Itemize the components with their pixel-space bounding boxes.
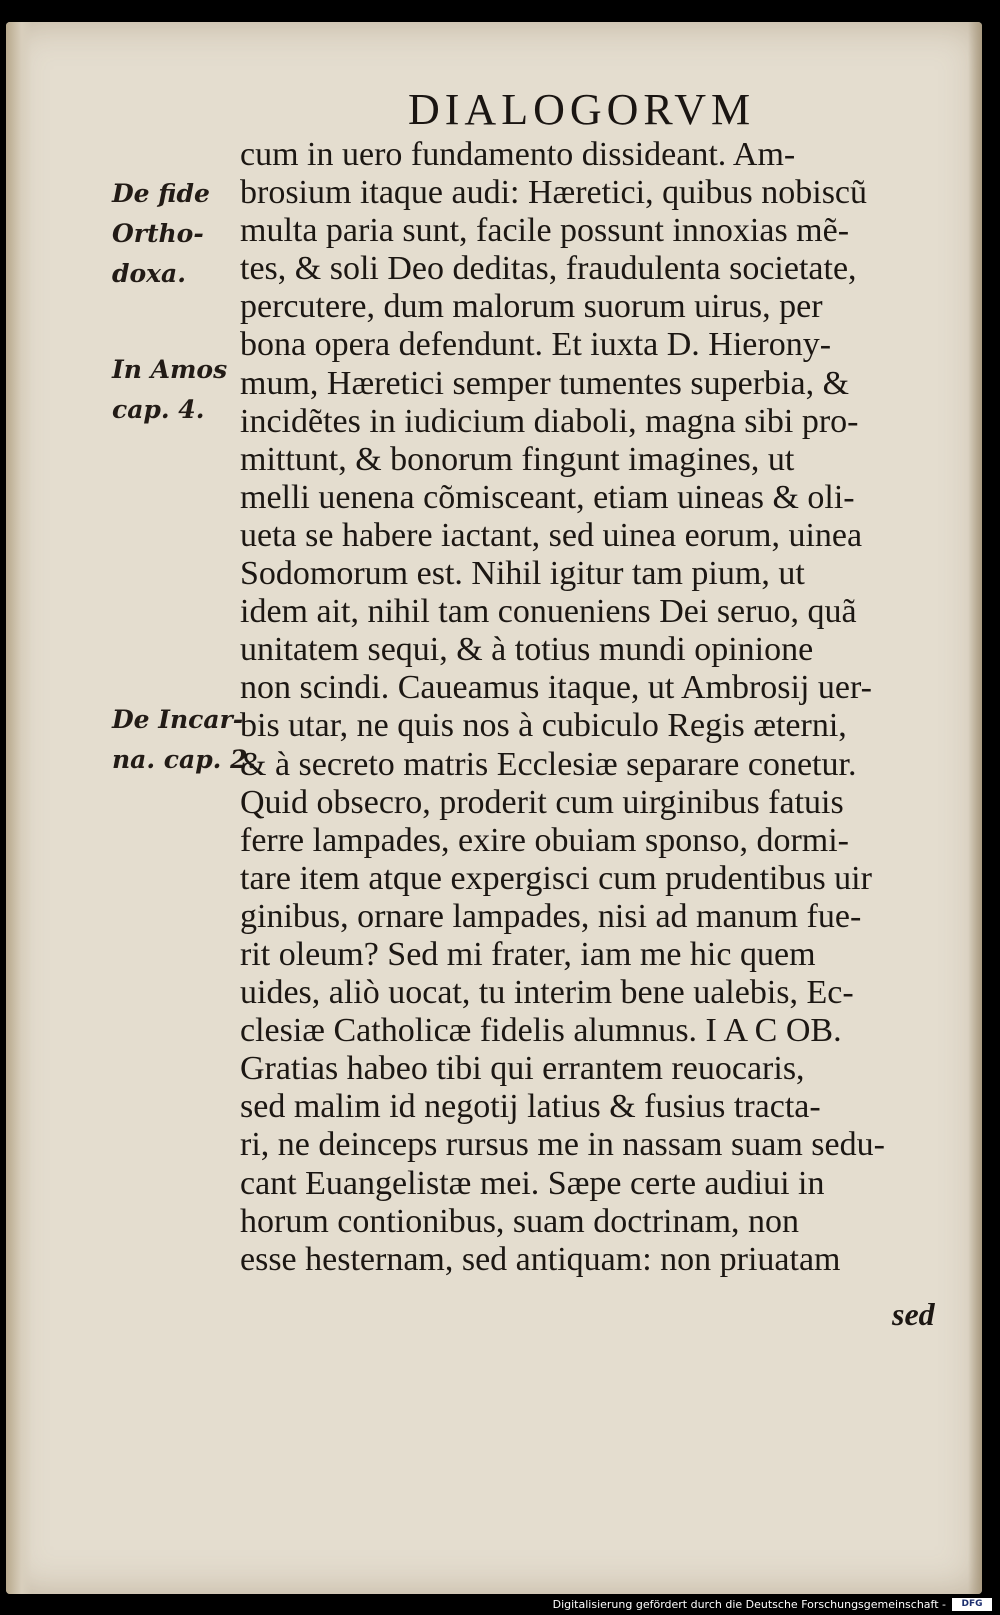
text-line: uides, aliò uocat, tu interim bene ualebis, Ec- [240, 974, 854, 1012]
text-line: incidẽtes in iudicium diaboli, magna sibi pro- [240, 402, 859, 440]
text-line: Sodomorum est. Nihil igitur tam pium, ut [240, 555, 805, 593]
text-line: unitatem sequi, & à totius mundi opinione [240, 631, 814, 669]
text-line: mittunt, & bonorum fingunt imagines, ut [240, 440, 795, 478]
main-text-block [240, 136, 946, 1279]
dfg-logo: DFG [952, 1598, 992, 1611]
page-right-edge [968, 22, 982, 1594]
marginal-note-de-fide [112, 174, 210, 294]
text-line: clesiæ Catholicæ fidelis alumnus. I A C OB. [240, 1012, 842, 1050]
marginal-note-de-incarnatione [112, 700, 256, 780]
text-line: ri, ne deinceps rursus me in nassam suam sedu- [240, 1126, 885, 1164]
text-line: multa paria sunt, facile possunt innoxias mẽ- [240, 212, 850, 250]
text-line: non scindi. Caueamus itaque, ut Ambrosij uer- [240, 669, 872, 707]
text-line: melli uenena cõmisceant, etiam uineas & oli- [240, 478, 855, 516]
marginal-note-line: na. cap. 2. [112, 745, 257, 774]
marginal-note-in-amos [112, 350, 227, 430]
text-line: bis utar, ne quis nos à cubiculo Regis æterni, [240, 707, 847, 745]
text-line: cum in uero fundamento dissideant. Am- [240, 136, 796, 173]
marginal-note-line: De fide [112, 179, 210, 208]
catchword: sed [892, 1296, 935, 1332]
marginal-note-line: De Incar- [112, 705, 244, 734]
text-line: mum, Hæretici semper tumentes superbia, & [240, 364, 850, 402]
text-line: horum contionibus, suam doctrinam, non [240, 1202, 800, 1240]
marginal-note-line: Ortho- [112, 219, 204, 248]
text-line: cant Euangelistæ mei. Sæpe certe audiui in [240, 1164, 825, 1202]
text-line: ginibus, ornare lampades, nisi ad manum fue- [240, 897, 862, 935]
text-line: tes, & soli Deo deditas, fraudulenta societate, [240, 250, 857, 288]
text-line: rit oleum? Sed mi frater, iam me hic quem [240, 935, 816, 973]
text-line: esse hesternam, sed antiquam: non priuatam [240, 1240, 841, 1278]
text-line: ueta se habere iactant, sed uinea eorum, uinea [240, 516, 863, 554]
text-line: bona opera defendunt. Et iuxta D. Hierony- [240, 326, 832, 364]
text-line: & à secreto matris Ecclesiæ separare conetur. [240, 745, 857, 783]
marginal-note-line: In Amos [112, 355, 228, 384]
running-header: DIALOGORVM [408, 85, 756, 134]
marginal-note-line: cap. 4. [112, 395, 205, 424]
text-line: percutere, dum malorum suorum uirus, per [240, 288, 823, 326]
text-line: brosium itaque audi: Hæretici, quibus nobiscũ [240, 174, 868, 212]
text-line: ferre lampades, exire obuiam sponso, dormi- [240, 821, 849, 859]
text-line: Gratias habeo tibi qui errantem reuocaris, [240, 1050, 805, 1088]
text-line: idem ait, nihil tam conueniens Dei seruo, quã [240, 593, 857, 631]
text-line: tare item atque expergisci cum prudentibus uir [240, 859, 872, 897]
text-line: sed malim id negotij latius & fusius tracta- [240, 1088, 821, 1126]
page-left-edge [6, 22, 32, 1594]
funding-credit: Digitalisierung gefördert durch die Deutsche Forschungsgemeinschaft - [552, 1598, 946, 1611]
marginal-note-line: doxa. [112, 259, 186, 288]
text-line: Quid obsecro, proderit cum uirginibus fatuis [240, 783, 844, 821]
